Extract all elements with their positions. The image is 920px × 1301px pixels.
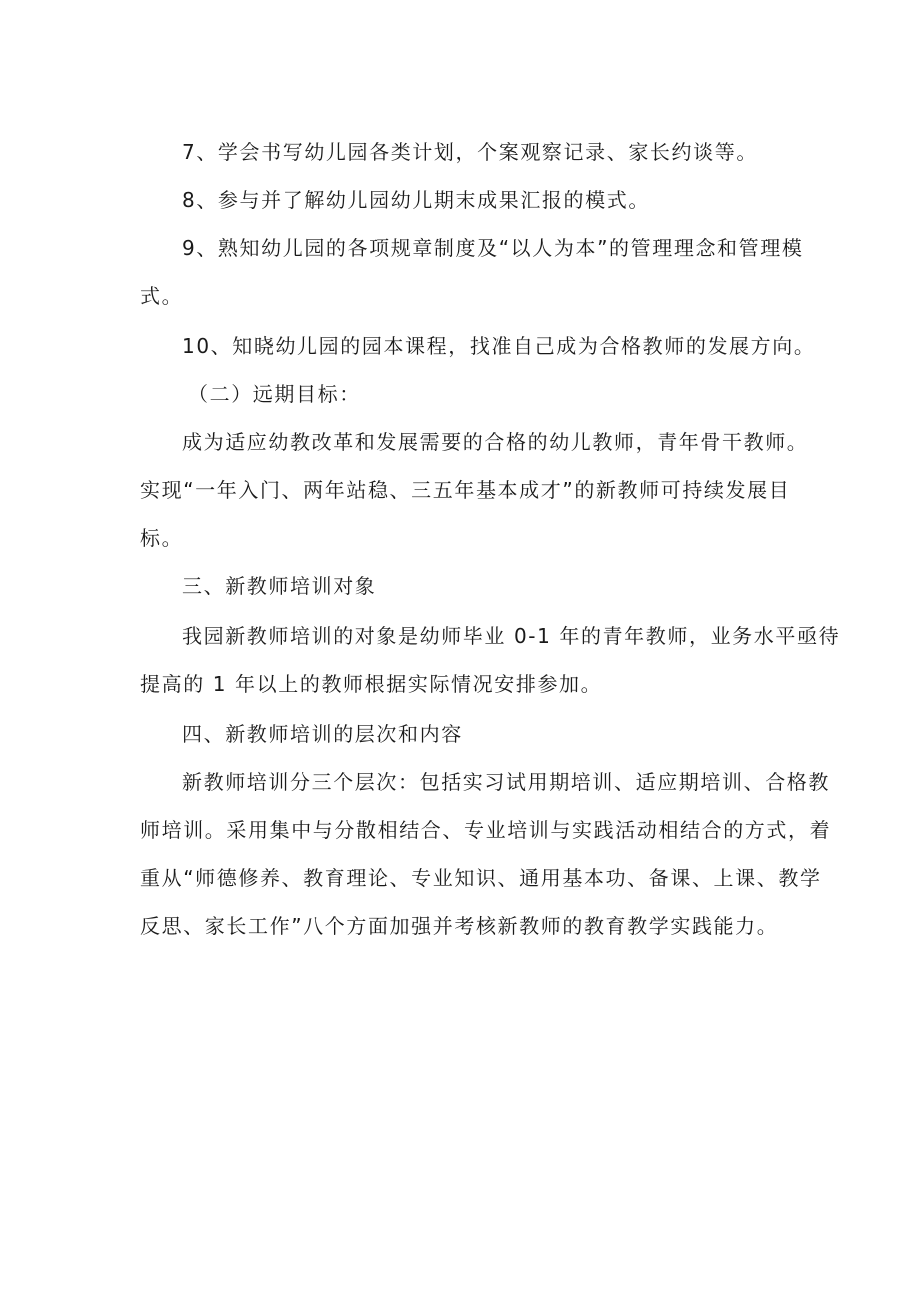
long-term-line-1: 成为适应幼教改革和发展需要的合格的幼儿教师，青年骨干教师。 [182,430,809,454]
section-3-body [140,612,841,708]
item-10 [140,322,816,370]
item-9-line-1: 9、熟知幼儿园的各项规章制度及“以人为本”的管理理念和管理模 [182,236,804,260]
item-7 [140,128,785,176]
section-4-heading [140,710,785,758]
section-4-line-2: 师培训。采用集中与分散相结合、专业培训与实践活动相结合的方式，着 [140,818,832,842]
item-10-text: 10、知晓幼儿园的园本课程，找准自己成为合格教师的发展方向。 [182,334,816,358]
item-9 [140,224,804,320]
section-4-line-1: 新教师培训分三个层次：包括实习试用期培训、适应期培训、合格教 [182,770,830,794]
section-3-heading [140,562,785,610]
section-4-line-3: 重从“师德修养、教育理论、专业知识、通用基本功、备课、上课、教学 [140,866,822,890]
section-4-line-4: 反思、家长工作”八个方面加强并考核新教师的教育教学实践能力。 [140,914,779,938]
item-8 [140,176,785,224]
item-8-text: 8、参与并了解幼儿园幼儿期末成果汇报的模式。 [182,188,650,212]
section-3-heading-text: 三、新教师培训对象 [182,574,377,598]
long-term-heading [140,370,785,418]
section-4-heading-text: 四、新教师培训的层次和内容 [182,722,463,746]
item-9-line-2: 式。 [140,284,184,308]
section-3-line-2: 提高的 1 年以上的教师根据实际情况安排参加。 [140,672,603,696]
long-term-line-3: 标。 [140,526,184,550]
long-term-line-2: 实现“一年入门、两年站稳、三五年基本成才”的新教师可持续发展目 [140,478,791,502]
item-7-text: 7、学会书写幼儿园各类计划，个案观察记录、家长约谈等。 [182,140,758,164]
long-term-body [140,418,809,562]
section-4-body [140,758,832,950]
section-3-line-1: 我园新教师培训的对象是幼师毕业 0-1 年的青年教师，业务水平亟待 [182,624,841,648]
long-term-heading-text: （二）远期目标： [188,382,361,406]
